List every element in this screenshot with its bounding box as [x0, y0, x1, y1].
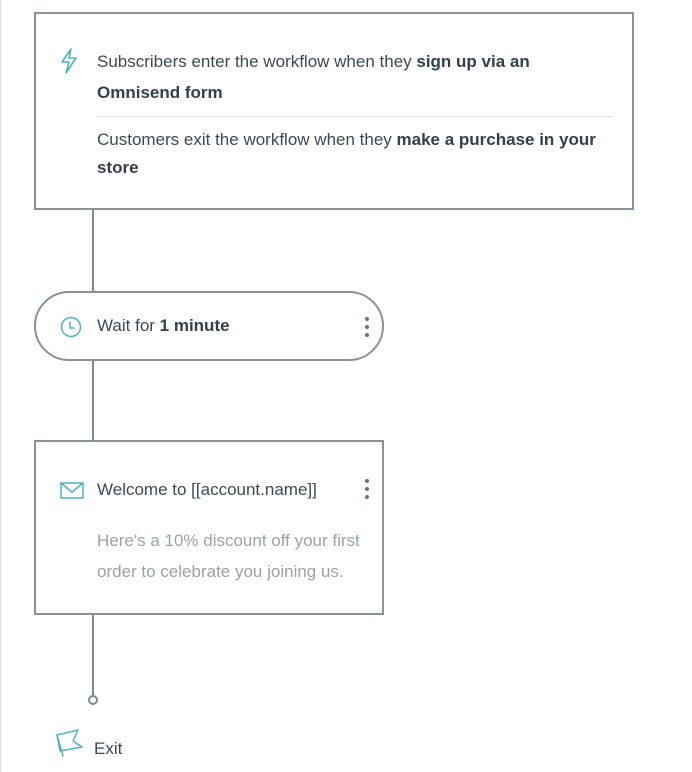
connector-line	[92, 615, 94, 695]
wait-step-card[interactable]	[34, 291, 384, 361]
dot	[365, 333, 369, 337]
wait-label	[97, 315, 230, 337]
connector-line	[92, 361, 94, 440]
wait-duration: 1 minute	[159, 316, 230, 335]
divider	[97, 116, 613, 117]
email-subject: Welcome to [[account.name]]	[97, 480, 317, 499]
entry-condition-text	[97, 46, 617, 108]
email-step-menu-button[interactable]	[362, 478, 372, 500]
dot	[365, 495, 369, 499]
entry-condition: sign up via an Omnisend form	[97, 52, 530, 102]
wait-prefix: Wait for	[97, 316, 160, 335]
connector-line	[92, 210, 94, 291]
entry-prefix: Subscribers enter the workflow when they	[97, 52, 417, 71]
dot	[365, 325, 369, 329]
trigger-card[interactable]	[34, 12, 634, 210]
connector-end-dot	[88, 695, 98, 705]
exit-label: Exit	[94, 739, 123, 758]
exit-prefix: Customers exit the workflow when they	[97, 130, 397, 149]
dot	[365, 487, 369, 491]
exit-condition: make a purchase in your store	[97, 130, 596, 177]
dot	[365, 479, 369, 483]
email-step-card[interactable]	[34, 440, 384, 615]
dot	[365, 317, 369, 321]
exit-condition-text	[97, 126, 617, 182]
flag-icon	[54, 727, 86, 757]
lightning-icon	[58, 47, 80, 75]
mail-icon	[60, 482, 84, 500]
page-edge	[0, 0, 1, 772]
wait-step-menu-button[interactable]	[362, 316, 372, 338]
email-preview: Here's a 10% discount off your first order to celebrate you joining us.	[97, 531, 360, 581]
clock-icon	[60, 316, 82, 338]
